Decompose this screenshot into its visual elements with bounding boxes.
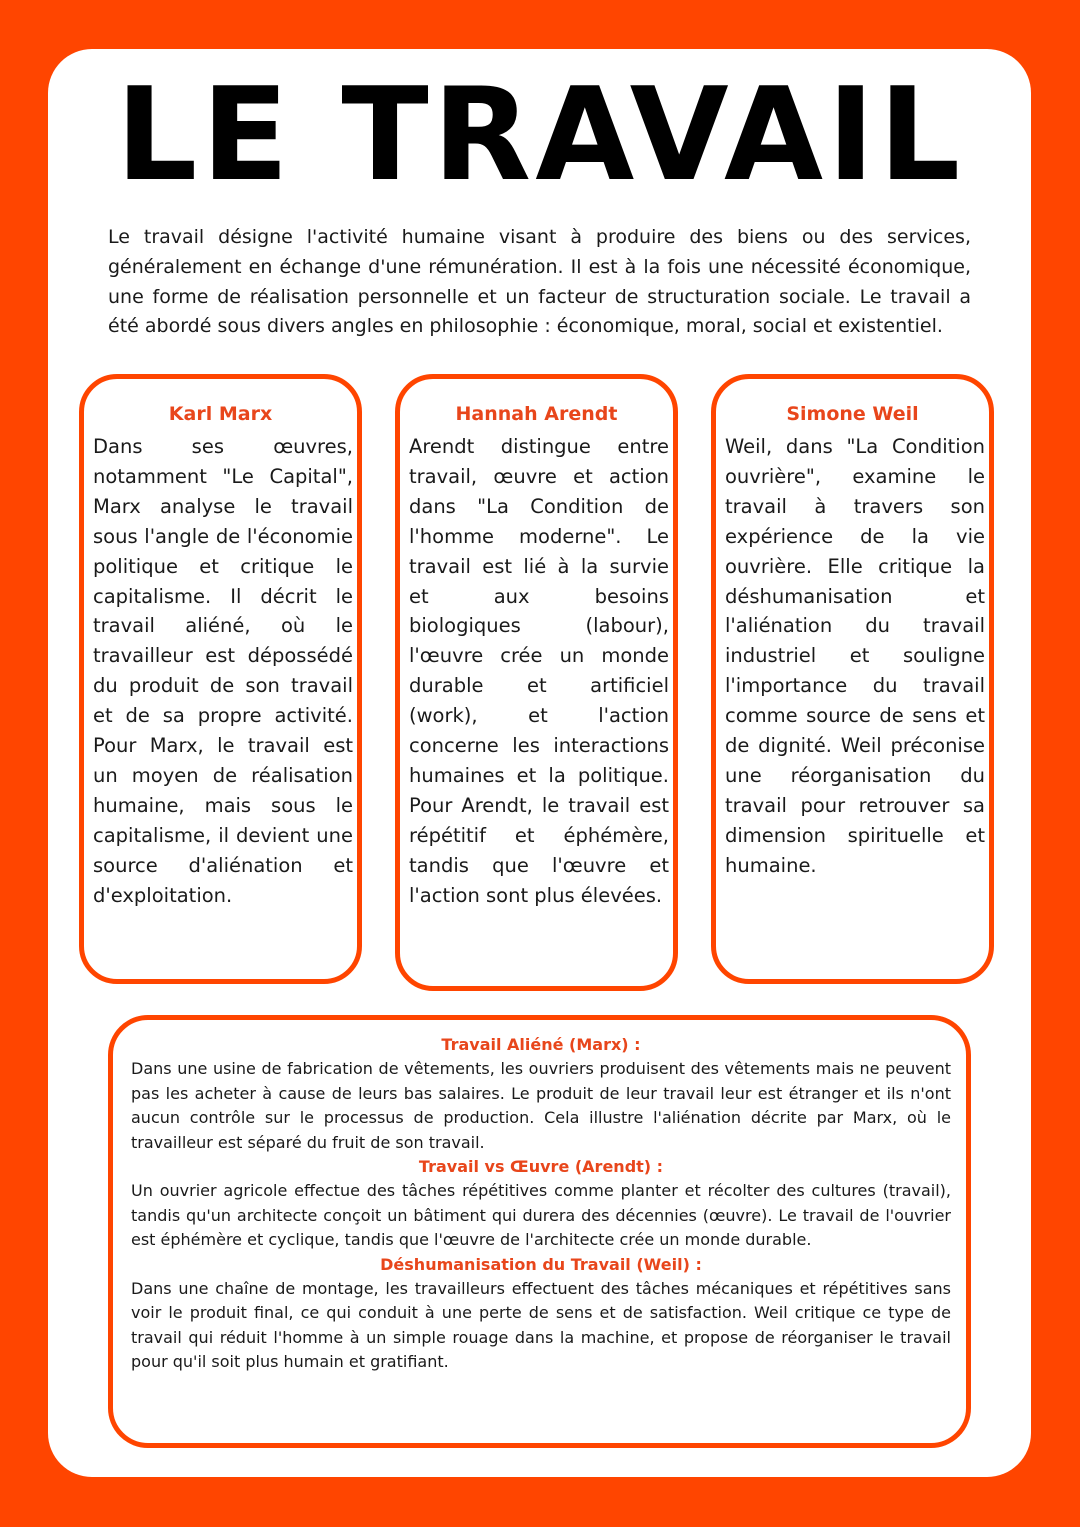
- card-name: Simone Weil: [786, 403, 919, 425]
- example-text: Un ouvrier agricole effectue des tâches répétitives comme planter et récolter des cultures (travail), tandis qu'un architecte conçoit un bâtiment qui durera des décennies (œuvre). Le travail de l'ouvrier est éphémère et cyclique, tandis que l'œuvre de l'architecte crée un monde durable.: [131, 1181, 951, 1250]
- card-hannah-arendt: [395, 374, 678, 991]
- intro-paragraph: Le travail désigne l'activité humaine visant à produire des biens ou des services, généralement en échange d'une rémunération. Il est à la fois une nécessité économique, une forme de réalisation personnelle et un facteur de structuration sociale. Le travail a été abordé sous divers angles en philosophie : économique, moral, social et existentiel.: [108, 226, 971, 338]
- page-title: LE TRAVAIL: [115, 61, 965, 210]
- example-title: Déshumanisation du Travail (Weil) :: [380, 1254, 702, 1274]
- example-title: Travail vs Œuvre (Arendt) :: [418, 1157, 664, 1177]
- example-text: Dans une chaîne de montage, les travailleurs effectuent des tâches mécaniques et répétitives sans voir le produit final, ce qui conduit à une perte de sens et de satisfaction. Weil critique ce type de travail qui réduit l'homme à un simple rouage dans la machine, et propose de réorganiser le travail pour qu'il soit plus humain et gratifiant.: [131, 1279, 951, 1372]
- card-text: Weil, dans "La Condition ouvrière", examine le travail à travers son expérience de la vie ouvrière. Elle critique la déshumanisation et l'aliénation du travail industriel et souligne l'importance du travail comme source de sens et de dignité. Weil préconise une réorganisation du travail pour retrouver sa dimension spirituelle et humaine.: [725, 435, 985, 877]
- examples-box: [108, 1015, 971, 1448]
- card-karl-marx: [79, 374, 362, 984]
- card-simone-weil: [711, 374, 994, 984]
- card-name: Hannah Arendt: [455, 403, 618, 425]
- card-name: Karl Marx: [168, 403, 273, 425]
- card-text: Arendt distingue entre travail, œuvre et action dans "La Condition de l'homme moderne". Le travail est lié à la survie et aux besoins biologiques (labour), l'œuvre crée un monde durable et artificiel (work), et l'action concerne les interactions humaines et la politique. Pour Arendt, le travail est répétitif et éphémère, tandis que l'œuvre et l'action sont plus élevées.: [409, 435, 669, 907]
- example-title: Travail Aliéné (Marx) :: [441, 1035, 641, 1054]
- examples-content: [131, 1033, 951, 1375]
- card-text: Dans ses œuvres, notamment "Le Capital", Marx analyse le travail sous l'angle de l'économie politique et critique le capitalisme. Il décrit le travail aliéné, où le travailleur est dépossédé du produit de son travail et de sa propre activité. Pour Marx, le travail est un moyen de réalisation humaine, mais sous le capitalisme, il devient une source d'aliénation et d'exploitation.: [93, 435, 353, 907]
- example-text: Dans une usine de fabrication de vêtements, les ouvriers produisent des vêtements mais ne peuvent pas les acheter à cause de leurs bas salaires. Le produit de leur travail leur est étranger et ils n'ont aucun contrôle sur le processus de production. Cela illustre l'aliénation décrite par Marx, où le travailleur est séparé du fruit de son travail.: [131, 1059, 951, 1152]
